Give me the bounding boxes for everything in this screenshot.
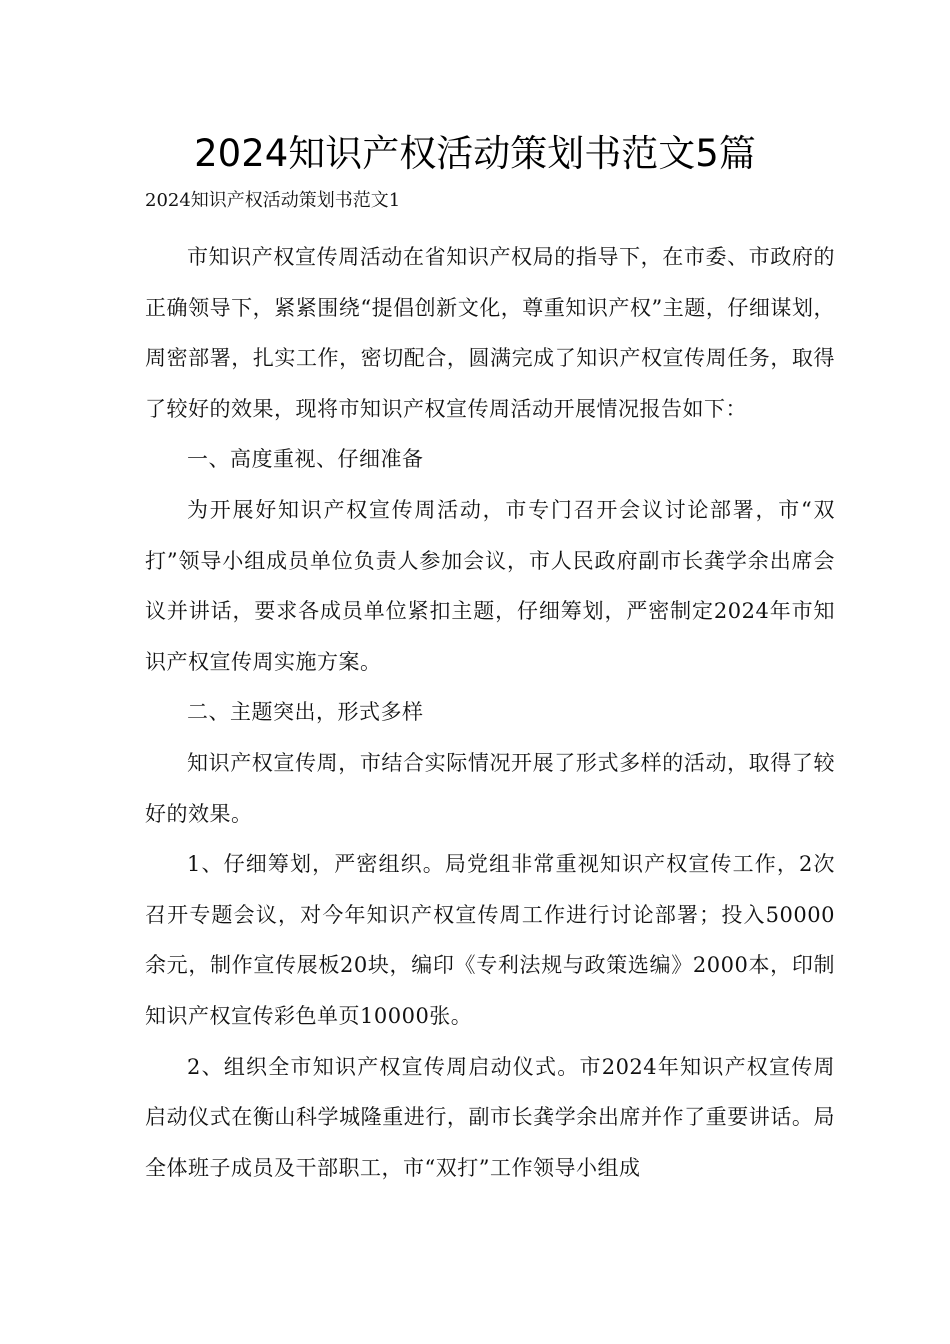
document-body [145,232,835,1193]
paragraph-intro: 市知识产权宣传周活动在省知识产权局的指导下，在市委、市政府的正确领导下，紧紧围绕“提倡创新文化，尊重知识产权”主题，仔细谋划，周密部署，扎实工作，密切配合，圆满完成了知识产权宣传周任务，取得了较好的效果，现将市知识产权宣传周活动开展情况报告如下： [145,245,835,421]
paragraph-item-2: 2、组织全市知识产权宣传周启动仪式。市2024年知识产权宣传周启动仪式在衡山科学城隆重进行，副市长龚学余出席并作了重要讲话。局全体班子成员及干部职工，市“双打”工作领导小组成 [145,1054,835,1180]
section-heading-2: 二、主题突出，形式多样 [187,700,424,725]
paragraph-section-2: 知识产权宣传周，市结合实际情况开展了形式多样的活动，取得了较好的效果。 [145,750,835,826]
section-heading-1: 一、高度重视、仔细准备 [187,447,424,472]
document-title: 2024知识产权活动策划书范文5篇 [194,132,756,175]
paragraph-section-1: 为开展好知识产权宣传周活动，市专门召开会议讨论部署，市“双打”领导小组成员单位负责人参加会议，市人民政府副市长龚学余出席会议并讲话，要求各成员单位紧扣主题，仔细筹划，严密制定2024年市知识产权宣传周实施方案。 [145,497,835,674]
paragraph-item-1: 1、仔细筹划，严密组织。局党组非常重视知识产权宣传工作，2次召开专题会议，对今年知识产权宣传周工作进行讨论部署；投入50000余元，制作宣传展板20块，编印《专利法规与政策选编》2000本，印制知识产权宣传彩色单页10000张。 [145,852,835,1028]
document-subtitle: 2024知识产权活动策划书范文1 [145,190,401,211]
